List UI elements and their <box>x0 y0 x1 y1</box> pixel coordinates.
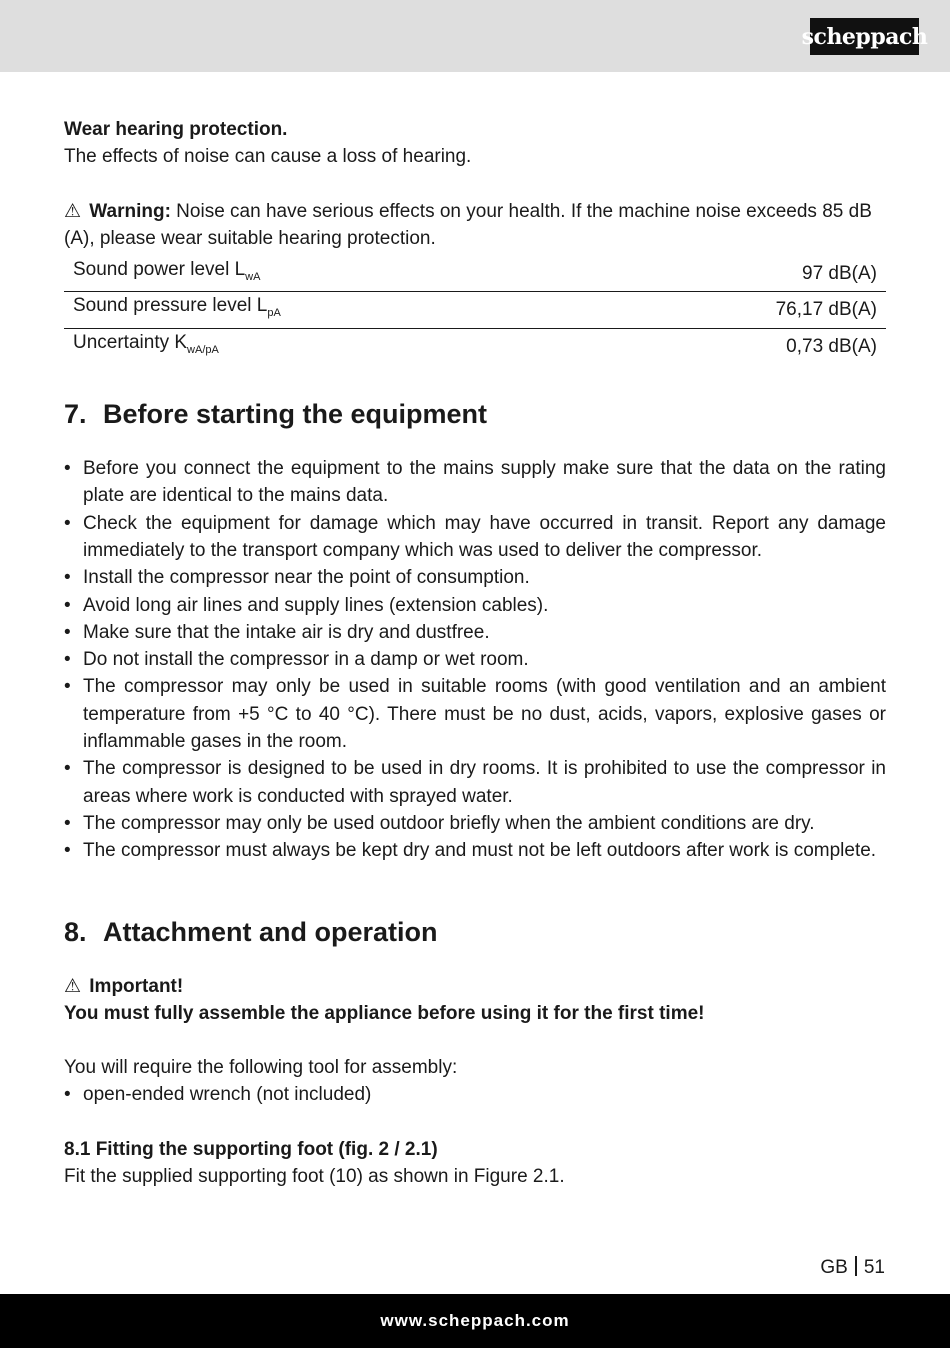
warning-text: Noise can have serious effects on your health. If the machine noise exceeds 85 dB (A), please wear suitable hearing protection. <box>64 200 872 249</box>
noise-table <box>64 256 886 364</box>
tool-list <box>64 1081 886 1108</box>
table-row <box>64 256 886 292</box>
noise-value: 76,17 dB(A) <box>602 292 886 328</box>
tool-intro: You will require the following tool for assembly: <box>64 1057 458 1079</box>
list-item: • open-ended wrench (not included) <box>64 1081 886 1108</box>
page-number-value: 51 <box>863 1257 885 1278</box>
noise-label: Uncertainty $K_{wA/pA}$ <box>64 328 602 364</box>
page-number <box>820 1256 885 1279</box>
list-item: • Check the equipment for damage which may have occurred in transit. Report any damage immediately to the transport company which was used to deliver the compressor. <box>64 510 886 565</box>
noise-value: 97 dB(A) <box>802 263 877 285</box>
warning-label: Warning: <box>89 200 171 222</box>
section-7-list <box>64 455 886 864</box>
warning-triangle-icon: ⚠ <box>64 975 82 997</box>
hearing-protection-text: The effects of noise can cause a loss of hearing. <box>64 146 472 168</box>
brand-logo: scheppach <box>810 18 919 55</box>
warning-triangle-icon: ⚠ <box>64 200 82 222</box>
language-code: GB <box>820 1257 848 1278</box>
footer-bar <box>0 1294 950 1348</box>
page-content <box>64 116 886 1190</box>
subsection-title: 8.1 Fitting the supporting foot (fig. 2 / 2.1) <box>64 1138 438 1160</box>
list-item: • Avoid long air lines and supply lines (extension cables). <box>64 592 886 619</box>
noise-value: 0,73 dB(A) <box>602 328 886 364</box>
section-8-heading: 8. Attachment and operation <box>64 916 438 947</box>
list-item: • The compressor may only be used in suitable rooms (with good ventilation and an ambient temperature from +5 °C to 40 °C). There must be no dust, acids, vapors, explosive gases or inflammable gases in the room. <box>64 673 886 755</box>
website-url: www.scheppach.com <box>380 1311 570 1330</box>
list-item: • Before you connect the equipment to the mains supply make sure that the data on the rating plate are identical to the mains data. <box>64 455 886 510</box>
list-item: • Do not install the compressor in a damp or wet room. <box>64 646 886 673</box>
subsection-text: Fit the supplied supporting foot (10) as shown in Figure 2.1. <box>64 1166 565 1188</box>
table-row <box>64 328 886 364</box>
important-text: You must fully assemble the appliance before using it for the first time! <box>64 1002 705 1024</box>
hearing-protection-title: Wear hearing protection. <box>64 119 288 140</box>
list-item: • The compressor must always be kept dry and must not be left outdoors after work is complete. <box>64 837 886 864</box>
section-7-heading: 7. Before starting the equipment <box>64 399 488 430</box>
noise-warning <box>64 198 886 253</box>
list-item: • Install the compressor near the point of consumption. <box>64 564 886 591</box>
list-item: • Make sure that the intake air is dry and dustfree. <box>64 619 886 646</box>
important-heading: ⚠ Important! <box>64 973 886 1000</box>
noise-label: Sound power level $L_{wA}$ <box>73 259 261 284</box>
noise-label: Sound pressure level $L_{pA}$ <box>64 292 602 328</box>
table-row <box>64 292 886 328</box>
page-separator <box>855 1256 857 1276</box>
list-item: • The compressor may only be used outdoor briefly when the ambient conditions are dry. <box>64 810 886 837</box>
list-item: • The compressor is designed to be used in dry rooms. It is prohibited to use the compressor in areas where work is conducted with sprayed water. <box>64 755 886 810</box>
